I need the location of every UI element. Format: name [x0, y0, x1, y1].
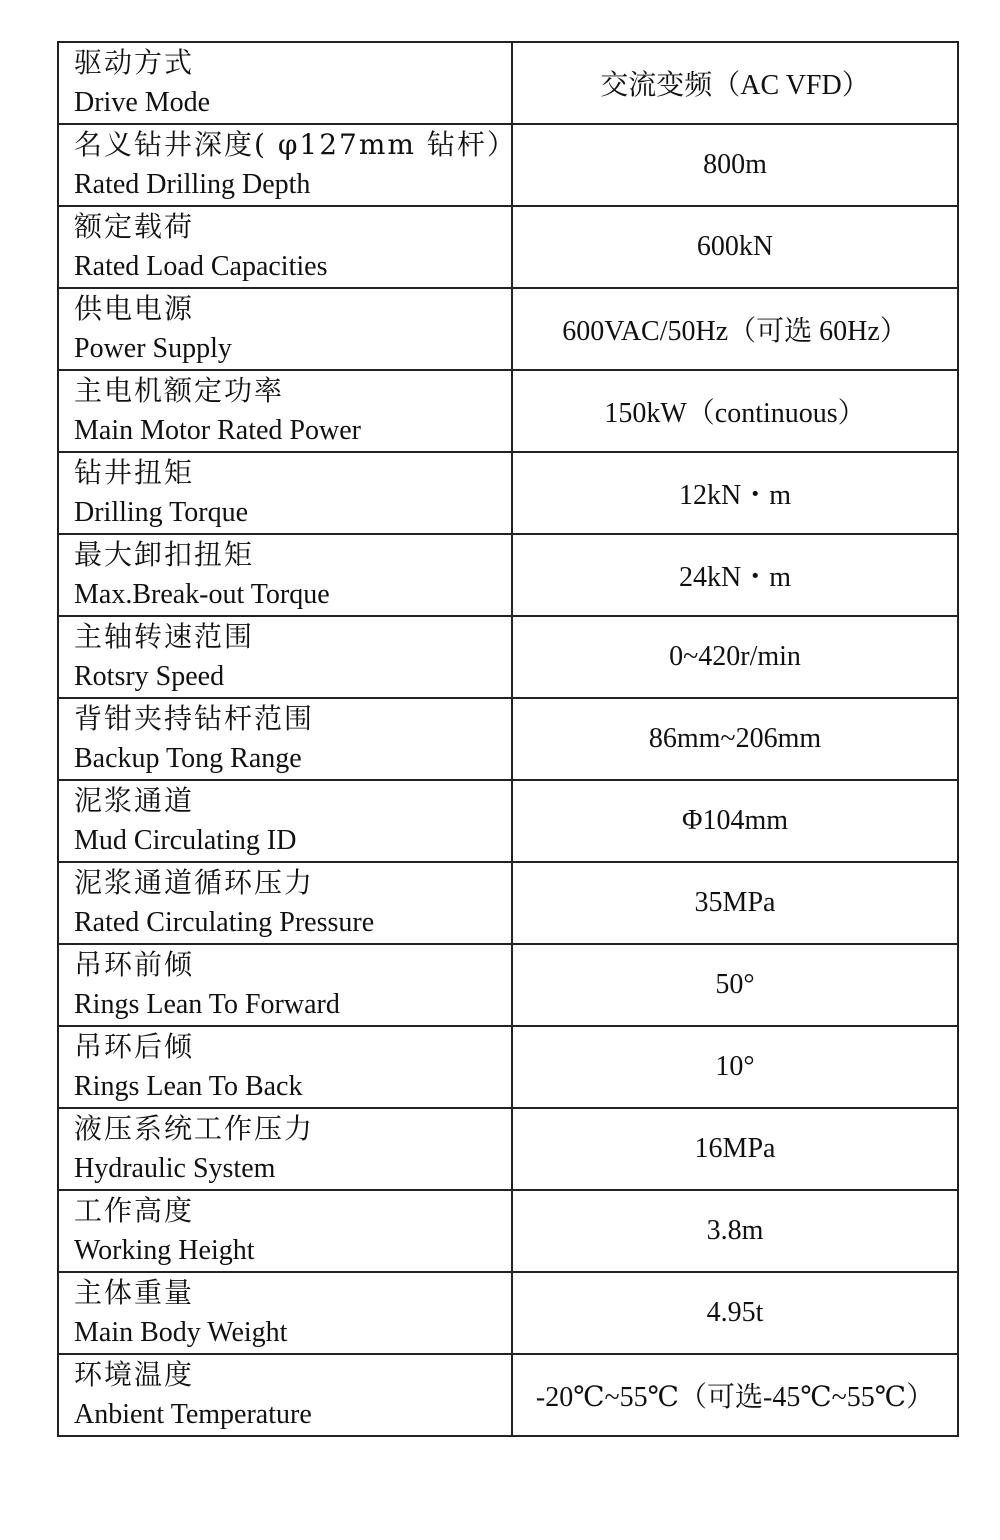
parameter-name-en: Rated Load Capacities	[74, 251, 328, 282]
parameter-cell	[58, 1108, 512, 1190]
table-row	[58, 206, 958, 288]
parameter-cell	[58, 124, 517, 206]
parameter-name-en: Hydraulic System	[74, 1153, 276, 1184]
parameter-value: 0~420r/min	[512, 616, 958, 698]
parameter-name-en: Rated Drilling Depth	[74, 169, 311, 200]
parameter-cell	[58, 1272, 512, 1354]
parameter-name-en: Drilling Torque	[74, 497, 249, 528]
parameter-value: -20℃~55℃（可选-45℃~55℃）	[512, 1354, 958, 1436]
parameter-cell	[58, 698, 512, 780]
parameter-name-en: Rotsry Speed	[74, 661, 225, 692]
parameter-name-en: Power Supply	[74, 333, 232, 364]
table-row	[58, 42, 958, 124]
parameter-value: 4.95t	[512, 1272, 958, 1354]
parameter-name-zh: 背钳夹持钻杆范围	[74, 702, 315, 735]
parameter-cell	[58, 944, 512, 1026]
parameter-name-en: Rings Lean To Forward	[74, 989, 340, 1020]
parameter-value: 600VAC/50Hz（可选 60Hz）	[512, 288, 958, 370]
parameter-cell	[58, 288, 512, 370]
table-row	[58, 1354, 958, 1436]
parameter-value: 10°	[512, 1026, 958, 1108]
parameter-name-en: Working Height	[74, 1235, 255, 1266]
table-row	[58, 698, 958, 780]
parameter-name-en: Rings Lean To Back	[74, 1071, 303, 1102]
table-row	[58, 1272, 958, 1354]
parameter-name-zh: 工作高度	[74, 1194, 195, 1227]
parameter-cell	[58, 616, 512, 698]
parameter-name-en: Drive Mode	[74, 87, 211, 118]
parameter-name-en: Rated Circulating Pressure	[74, 907, 375, 938]
table-row	[58, 124, 958, 206]
parameter-value: 600kN	[512, 206, 958, 288]
parameter-cell	[58, 206, 512, 288]
parameter-name-zh: 吊环后倾	[74, 1030, 195, 1063]
parameter-name-zh: 泥浆通道循环压力	[74, 866, 315, 899]
parameter-name-zh: 驱动方式	[74, 46, 195, 79]
table-row	[58, 370, 958, 452]
parameter-cell	[58, 780, 512, 862]
parameter-name-zh: 名义钻井深度( φ127mm 钻杆）	[74, 128, 517, 161]
table-row	[58, 1026, 958, 1108]
parameter-name-zh: 最大卸扣扭矩	[74, 538, 255, 571]
parameter-name-en: Max.Break-out Torque	[74, 579, 330, 610]
parameter-cell	[58, 1026, 512, 1108]
parameter-value: 50°	[512, 944, 958, 1026]
parameter-value: 86mm~206mm	[512, 698, 958, 780]
parameter-value: 16MPa	[512, 1108, 958, 1190]
parameter-name-zh: 环境温度	[74, 1358, 195, 1391]
parameter-value: 150kW（continuous）	[512, 370, 958, 452]
parameter-name-en: Backup Tong Range	[74, 743, 302, 774]
table-row	[58, 862, 958, 944]
table-row	[58, 534, 958, 616]
parameter-cell	[58, 862, 512, 944]
parameter-name-zh: 主体重量	[74, 1276, 195, 1309]
table-row	[58, 1108, 958, 1190]
parameter-name-zh: 液压系统工作压力	[74, 1112, 315, 1145]
parameter-value: 3.8m	[512, 1190, 958, 1272]
parameter-cell	[58, 452, 512, 534]
parameter-name-en: Main Motor Rated Power	[74, 415, 361, 446]
parameter-name-zh: 主轴转速范围	[74, 620, 255, 653]
parameter-value: 35MPa	[512, 862, 958, 944]
parameter-value: 交流变频（AC VFD）	[512, 42, 958, 124]
spec-table-body	[58, 42, 958, 1436]
parameter-cell	[58, 1190, 512, 1272]
parameter-name-zh: 吊环前倾	[74, 948, 195, 981]
parameter-name-zh: 额定载荷	[74, 210, 195, 243]
parameter-cell	[58, 370, 512, 452]
table-row	[58, 452, 958, 534]
parameter-cell	[58, 42, 512, 124]
parameter-name-zh: 钻井扭矩	[74, 456, 195, 489]
parameter-name-zh: 供电电源	[74, 292, 195, 325]
table-row	[58, 616, 958, 698]
parameter-value: 12kN・m	[512, 452, 958, 534]
table-row	[58, 1190, 958, 1272]
spec-table	[57, 41, 959, 1437]
parameter-name-en: Mud Circulating ID	[74, 825, 297, 856]
parameter-name-en: Main Body Weight	[74, 1317, 288, 1348]
parameter-value: Φ104mm	[512, 780, 958, 862]
parameter-value: 24kN・m	[512, 534, 958, 616]
parameter-value: 800m	[512, 124, 958, 206]
table-row	[58, 288, 958, 370]
table-row	[58, 944, 958, 1026]
parameter-cell	[58, 534, 512, 616]
table-row	[58, 780, 958, 862]
parameter-cell	[58, 1354, 512, 1436]
parameter-name-en: Anbient Temperature	[74, 1399, 312, 1430]
parameter-name-zh: 泥浆通道	[74, 784, 195, 817]
parameter-name-zh: 主电机额定功率	[74, 374, 285, 407]
